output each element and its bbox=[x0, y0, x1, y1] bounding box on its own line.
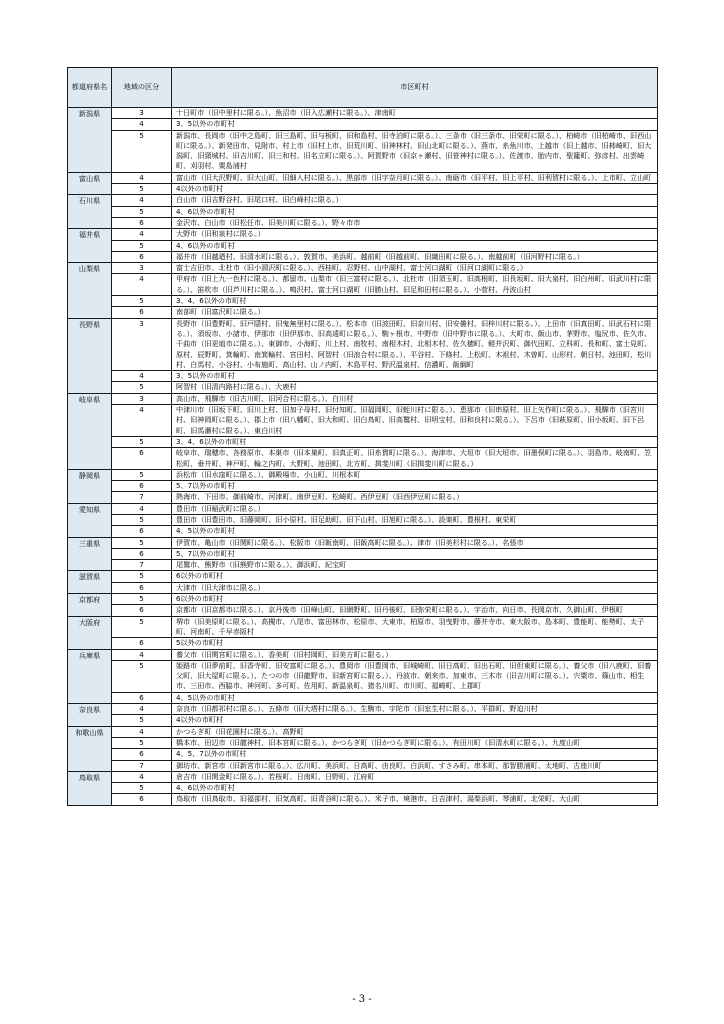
table-row bbox=[68, 749, 658, 760]
table-row bbox=[68, 649, 658, 660]
zone-number: 7 bbox=[112, 760, 172, 771]
table-row bbox=[68, 206, 658, 217]
prefecture-name: 奈良県 bbox=[68, 704, 112, 727]
municipality-list: 豊田市（旧豊田市、旧藤岡町、旧小原村、旧足助町、旧下山村、旧旭町に限る。）、設楽町、豊根村、東栄町 bbox=[172, 514, 658, 525]
municipality-list: 6以外の市町村 bbox=[172, 571, 658, 582]
municipality-list: 京都市（旧京都市に限る。）、京丹後市（旧峰山町、旧網野町、旧丹後町、旧弥栄町に限る。）、宇治市、向日市、長岡京市、久御山町、伊根町 bbox=[172, 605, 658, 616]
municipality-list: 姫路市（旧夢前町、旧香寺町、旧安富町に限る。）、豊岡市（旧豊岡市、旧城崎町、旧日高町、旧出石町、旧但東町に限る。）、養父市（旧八鹿町、旧養父町、旧大屋町に限る。）、たつの市（旧龍野市、旧新宮町に限る。）、丹波市、朝来市、加東市、三木市（旧吉川町に限る。）、宍粟市、篠山市、相生市、三田市、西脇市、神河町、多可町、佐用町、新温泉町、猪名川町、市川町、福崎町、上郡町 bbox=[172, 660, 658, 692]
prefecture-name: 石川県 bbox=[68, 195, 112, 229]
table-row bbox=[68, 229, 658, 240]
zone-number: 5 bbox=[112, 537, 172, 548]
table-body bbox=[68, 108, 658, 806]
table-row bbox=[68, 794, 658, 805]
table-row bbox=[68, 296, 658, 307]
zone-number: 5 bbox=[112, 469, 172, 480]
municipality-list: かつらぎ町（旧花園村に限る。）、高野町 bbox=[172, 726, 658, 737]
municipality-list: 4以外の市町村 bbox=[172, 184, 658, 195]
table-row bbox=[68, 195, 658, 206]
table-row bbox=[68, 771, 658, 782]
zone-number: 6 bbox=[112, 749, 172, 760]
municipality-list: 4、6以外の市町村 bbox=[172, 206, 658, 217]
table-row bbox=[68, 469, 658, 480]
zone-number: 4 bbox=[112, 649, 172, 660]
municipality-list: 岐阜市、瑞穂市、各務原市、本巣市（旧本巣町、旧真正町、旧糸貫町に限る。）、海津市、大垣市（旧大垣市、旧墨俣町に限る。）、羽島市、岐南町、笠松町、垂井町、神戸町、輪之内町、大野町、池田町、北方町、揖斐川町（旧揖斐川町に限る。） bbox=[172, 448, 658, 470]
municipality-list: 3、4、6以外の市町村 bbox=[172, 436, 658, 447]
page-number: - 3 - bbox=[352, 994, 372, 1005]
table-row bbox=[68, 548, 658, 559]
header-prefecture: 都道府県名 bbox=[68, 68, 112, 108]
table-row bbox=[68, 692, 658, 703]
zone-number: 4 bbox=[112, 119, 172, 130]
prefecture-name: 静岡県 bbox=[68, 469, 112, 503]
prefecture-name: 鳥取県 bbox=[68, 771, 112, 805]
table-row bbox=[68, 217, 658, 228]
table-row bbox=[68, 240, 658, 251]
municipality-list: 南部町（旧富沢町に限る。） bbox=[172, 307, 658, 318]
municipality-list: 3、4、6以外の市町村 bbox=[172, 296, 658, 307]
table-row bbox=[68, 571, 658, 582]
zone-number: 4 bbox=[112, 503, 172, 514]
zone-number: 7 bbox=[112, 492, 172, 503]
zone-number: 4 bbox=[112, 229, 172, 240]
table-row bbox=[68, 172, 658, 183]
table-row bbox=[68, 184, 658, 195]
table-row bbox=[68, 594, 658, 605]
table-row bbox=[68, 274, 658, 296]
prefecture-name: 大阪府 bbox=[68, 616, 112, 649]
zone-number: 3 bbox=[112, 108, 172, 119]
table-row bbox=[68, 307, 658, 318]
municipality-list: 豊田市（旧稲武町に限る。） bbox=[172, 503, 658, 514]
zone-number: 5 bbox=[112, 184, 172, 195]
table-row bbox=[68, 514, 658, 525]
municipality-list: 福井市（旧越廼村、旧清水町に限る。）、敦賀市、美浜町、越前町（旧越前町、旧織田町に限る。）、南越前町（旧河野村に限る。） bbox=[172, 251, 658, 262]
zone-number: 5 bbox=[112, 660, 172, 692]
zone-number: 5 bbox=[112, 616, 172, 638]
municipality-list: 金沢市、白山市（旧松任市、旧美川町に限る。）、野々市市 bbox=[172, 217, 658, 228]
municipality-list: 奈良市（旧都祁村に限る。）、五條市（旧大塔村に限る。）、生駒市、宇陀市（旧室生村に限る。）、平群町、野迫川村 bbox=[172, 704, 658, 715]
zone-number: 6 bbox=[112, 526, 172, 537]
table-row bbox=[68, 726, 658, 737]
zone-number: 6 bbox=[112, 582, 172, 593]
municipality-list: 富士吉田市、北杜市（旧小淵沢町に限る。）、西桂町、忍野村、山中湖村、富士河口湖町（旧河口湖町に限る。） bbox=[172, 263, 658, 274]
table-row bbox=[68, 405, 658, 437]
municipality-list: 甲府市（旧上九一色村に限る。）、都留市、山梨市（旧三富村に限る。）、北杜市（旧須玉町、旧高根町、旧長坂町、旧大泉村、旧白州町、旧武川村に限る。）、笛吹市（旧芦川村に限る。）、鳴沢村、富士河口湖町（旧勝山村、旧足和田村に限る。）、小菅村、丹波山村 bbox=[172, 274, 658, 296]
municipality-list: 4、6以外の市町村 bbox=[172, 783, 658, 794]
table-row bbox=[68, 371, 658, 382]
zone-number: 5 bbox=[112, 594, 172, 605]
municipality-list: 中津川市（旧坂下町、旧川上村、旧加子母村、旧付知町、旧福岡町、旧蛭川村に限る。）、恵那市（旧串原村、旧上矢作町に限る。）、飛騨市（旧宮川村、旧神岡町に限る。）、郡上市（旧八幡町、旧大和町、旧白鳥町、旧高鷲村、旧明宝村、旧和良村に限る。）、下呂市（旧萩原町、旧小坂町、旧下呂町、旧馬瀬村に限る。）、東白川村 bbox=[172, 405, 658, 437]
zone-number: 4 bbox=[112, 726, 172, 737]
zone-number: 5 bbox=[112, 783, 172, 794]
prefecture-name: 福井県 bbox=[68, 229, 112, 263]
zone-number: 5 bbox=[112, 514, 172, 525]
zone-number: 5 bbox=[112, 571, 172, 582]
table-row bbox=[68, 704, 658, 715]
prefecture-name: 新潟県 bbox=[68, 108, 112, 173]
municipality-list: 大野市（旧和泉村に限る。） bbox=[172, 229, 658, 240]
zone-number: 6 bbox=[112, 548, 172, 559]
prefecture-name: 山梨県 bbox=[68, 263, 112, 318]
table-row bbox=[68, 560, 658, 571]
zone-number: 6 bbox=[112, 481, 172, 492]
header-municipality: 市区町村 bbox=[172, 68, 658, 108]
municipality-list: 富山市（旧大沢野町、旧大山町、旧細入村に限る。）、黒部市（旧宇奈月町に限る。）、南砺市（旧平村、旧上平村、旧利賀村に限る。）、上市町、立山町 bbox=[172, 172, 658, 183]
zone-number: 3 bbox=[112, 393, 172, 404]
municipality-list: 5、7以外の市町村 bbox=[172, 548, 658, 559]
table-row bbox=[68, 638, 658, 649]
table-row bbox=[68, 605, 658, 616]
zone-number: 5 bbox=[112, 737, 172, 748]
municipality-list: 新潟市、長岡市（旧中之島町、旧三島町、旧与板町、旧和島村、旧寺泊町に限る。）、三条市（旧三条市、旧栄町に限る。）、柏崎市（旧柏崎市、旧西山町に限る。）、新発田市、見附市、村上市（旧村上市、旧荒川町、旧神林村、旧山北町に限る。）、燕市、糸魚川市、上越市（旧上越市、旧柿崎町、旧大潟町、旧頸城村、旧吉川町、旧三和村、旧名立町に限る。）、阿賀野市（旧京ヶ瀬村、旧笹神村に限る。）、佐渡市、胎内市、聖籠町、弥彦村、出雲崎町、刈羽村、粟島浦村 bbox=[172, 130, 658, 172]
municipality-list: 大津市（旧大津市に限る。） bbox=[172, 582, 658, 593]
municipality-list: 熱海市、下田市、御前崎市、河津町、南伊豆町、松崎町、西伊豆町（旧西伊豆町に限る。） bbox=[172, 492, 658, 503]
prefecture-name: 和歌山県 bbox=[68, 726, 112, 771]
table-row bbox=[68, 737, 658, 748]
municipality-list: 浜松市（旧水窪町に限る。）、御殿場市、小山町、川根本町 bbox=[172, 469, 658, 480]
zone-number: 4 bbox=[112, 371, 172, 382]
municipality-list: 十日町市（旧中里村に限る。）、魚沼市（旧入広瀬村に限る。）、津南町 bbox=[172, 108, 658, 119]
table-row bbox=[68, 108, 658, 119]
prefecture-name: 富山県 bbox=[68, 172, 112, 195]
zone-number: 4 bbox=[112, 405, 172, 437]
municipality-list: 4、5以外の市町村 bbox=[172, 526, 658, 537]
zone-number: 5 bbox=[112, 206, 172, 217]
zone-number: 5 bbox=[112, 240, 172, 251]
table-row bbox=[68, 119, 658, 130]
prefecture-name: 兵庫県 bbox=[68, 649, 112, 703]
zone-number: 5 bbox=[112, 382, 172, 393]
zone-number: 4 bbox=[112, 274, 172, 296]
zone-number: 5 bbox=[112, 715, 172, 726]
prefecture-name: 三重県 bbox=[68, 537, 112, 571]
zone-number: 6 bbox=[112, 605, 172, 616]
table-row bbox=[68, 130, 658, 172]
zone-number: 6 bbox=[112, 448, 172, 470]
table-row bbox=[68, 582, 658, 593]
table-row bbox=[68, 251, 658, 262]
municipality-list: 4、5以外の市町村 bbox=[172, 692, 658, 703]
municipality-list: 鳥取市（旧鳥取市、旧福部村、旧気高町、旧青谷町に限る。）、米子市、境港市、日吉津村、湯梨浜町、琴浦町、北栄町、大山町 bbox=[172, 794, 658, 805]
prefecture-name: 長野県 bbox=[68, 318, 112, 393]
municipality-list: 養父市（旧関宮町に限る。）、香美町（旧村岡町、旧美方町に限る。） bbox=[172, 649, 658, 660]
zone-number: 5 bbox=[112, 436, 172, 447]
municipality-list: 4、5、7以外の市町村 bbox=[172, 749, 658, 760]
zone-number: 4 bbox=[112, 771, 172, 782]
table-row bbox=[68, 715, 658, 726]
zone-number: 6 bbox=[112, 307, 172, 318]
municipality-list: 5以外の市町村 bbox=[172, 638, 658, 649]
municipality-list: 高山市、飛騨市（旧古川町、旧河合村に限る。）、白川村 bbox=[172, 393, 658, 404]
zone-number: 4 bbox=[112, 195, 172, 206]
table-row bbox=[68, 760, 658, 771]
table-row bbox=[68, 660, 658, 692]
municipality-list: 白山市（旧吉野谷村、旧尾口村、旧白峰村に限る。） bbox=[172, 195, 658, 206]
zone-number: 6 bbox=[112, 794, 172, 805]
table-row bbox=[68, 393, 658, 404]
municipality-list: 4、6以外の市町村 bbox=[172, 240, 658, 251]
zone-number: 3 bbox=[112, 263, 172, 274]
zone-number: 6 bbox=[112, 251, 172, 262]
zone-number: 6 bbox=[112, 638, 172, 649]
municipality-list: 橋本市、田辺市（旧龍神村、旧本宮町に限る。）、かつらぎ町（旧かつらぎ町に限る。）、有田川町（旧清水町に限る。）、九度山町 bbox=[172, 737, 658, 748]
prefecture-name: 滋賀県 bbox=[68, 571, 112, 594]
zone-number: 6 bbox=[112, 217, 172, 228]
municipality-list: 長野市（旧豊野町、旧戸隠村、旧鬼無里村に限る。）、松本市（旧波田町、旧奈川村、旧安曇村、旧梓川村に限る。）、上田市（旧真田町、旧武石村に限る。）、須坂市、小諸市、伊那市（旧伊那市、旧高遠町に限る。）、駒ヶ根市、中野市（旧中野市に限る。）、大町市、飯山市、茅野市、塩尻市、佐久市、千曲市（旧更埴市に限る。）、東御市、小海町、川上村、南牧村、南相木村、北相木村、佐久穂町、軽井沢町、御代田町、立科町、長和町、富士見町、原村、辰野町、箕輪町、南箕輪村、宮田村、阿智村（旧浪合村に限る。）、平谷村、下條村、上松町、木祖村、木曽町、山形村、朝日村、池田町、松川村、白馬村、小谷村、小布施町、高山村、山ノ内町、木島平村、野沢温泉村、信濃町、飯綱町 bbox=[172, 318, 658, 370]
prefecture-name: 愛知県 bbox=[68, 503, 112, 537]
municipality-list: 3、5以外の市町村 bbox=[172, 119, 658, 130]
table-row bbox=[68, 318, 658, 370]
municipality-list: 御坊市、新宮市（旧新宮市に限る。）、広川町、美浜町、日高町、由良町、白浜町、すさみ町、串本町、那智勝浦町、太地町、古座川町 bbox=[172, 760, 658, 771]
municipality-list: 3、5以外の市町村 bbox=[172, 371, 658, 382]
zone-number: 3 bbox=[112, 318, 172, 370]
municipality-list: 堺市（旧美原町に限る。）、高槻市、八尾市、富田林市、松原市、大東市、柏原市、羽曳野市、藤井寺市、東大阪市、島本町、豊能町、能勢町、太子町、河南町、千早赤阪村 bbox=[172, 616, 658, 638]
header-zone: 地域の区分 bbox=[112, 68, 172, 108]
zone-number: 5 bbox=[112, 296, 172, 307]
zone-number: 4 bbox=[112, 172, 172, 183]
municipality-list: 倉吉市（旧関金町に限る。）、若桜町、日南町、日野町、江府町 bbox=[172, 771, 658, 782]
zone-number: 5 bbox=[112, 130, 172, 172]
zone-number: 7 bbox=[112, 560, 172, 571]
table-row bbox=[68, 492, 658, 503]
table-row bbox=[68, 448, 658, 470]
prefecture-name: 京都府 bbox=[68, 594, 112, 617]
table-row bbox=[68, 537, 658, 548]
table-row bbox=[68, 263, 658, 274]
municipality-list: 4以外の市町村 bbox=[172, 715, 658, 726]
municipality-list: 5、7以外の市町村 bbox=[172, 481, 658, 492]
table-row bbox=[68, 503, 658, 514]
header-row bbox=[68, 68, 658, 108]
table-row bbox=[68, 481, 658, 492]
table-row bbox=[68, 616, 658, 638]
table-row bbox=[68, 783, 658, 794]
zone-number: 4 bbox=[112, 704, 172, 715]
municipality-list: 尾鷲市、熊野市（旧熊野市に限る。）、御浜町、紀宝町 bbox=[172, 560, 658, 571]
table-row bbox=[68, 526, 658, 537]
table-row bbox=[68, 382, 658, 393]
prefecture-name: 岐阜県 bbox=[68, 393, 112, 469]
table-row bbox=[68, 436, 658, 447]
municipality-list: 伊賀市、亀山市（旧関町に限る。）、松阪市（旧飯南町、旧飯高町に限る。）、津市（旧美杉村に限る。）、名張市 bbox=[172, 537, 658, 548]
zone-table bbox=[67, 67, 658, 806]
zone-number: 6 bbox=[112, 692, 172, 703]
municipality-list: 阿智村（旧清内路村に限る。）、大鹿村 bbox=[172, 382, 658, 393]
municipality-list: 6以外の市町村 bbox=[172, 594, 658, 605]
